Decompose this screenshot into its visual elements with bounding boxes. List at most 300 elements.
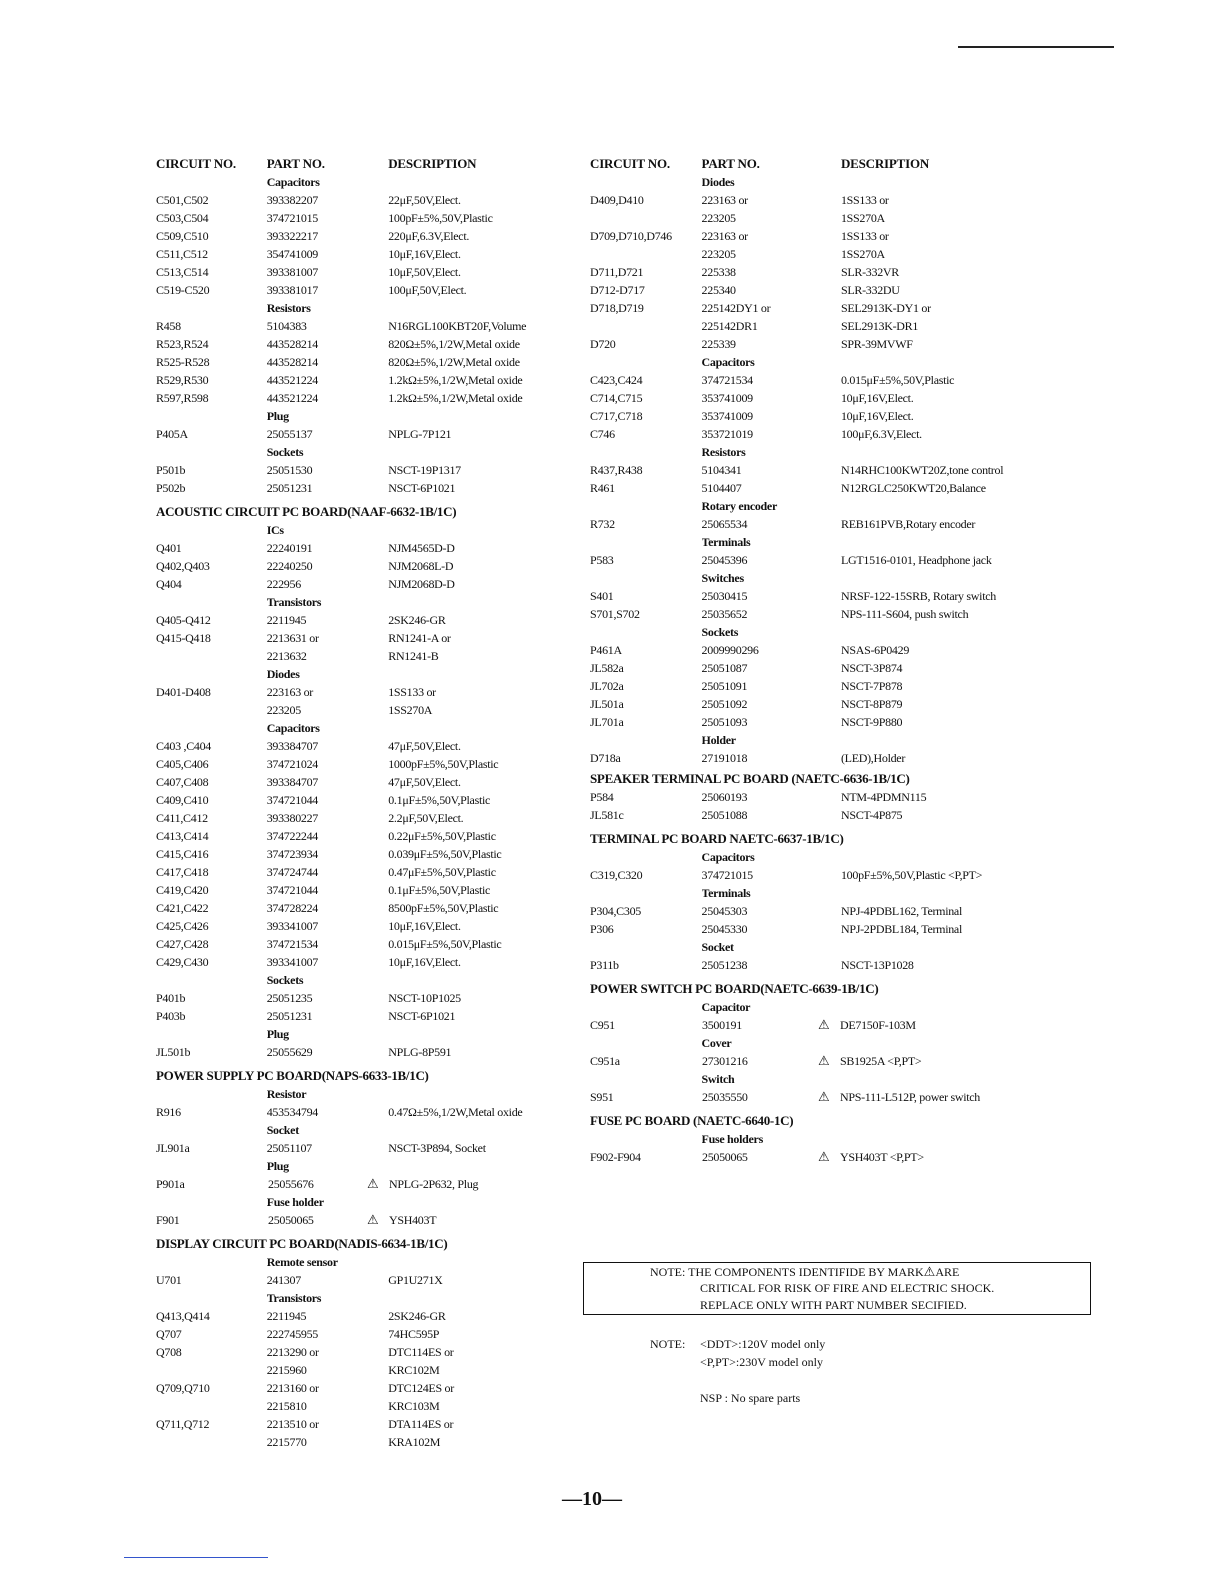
description: SLR-332VR: [840, 265, 899, 279]
warning-triangle-icon: ⚠: [923, 1264, 936, 1279]
part-row: [590, 335, 1080, 353]
description: 820Ω±5%,1/2W,Metal oxide: [388, 355, 520, 369]
circuit-no: P306: [590, 922, 614, 936]
circuit-no: C503,C504: [156, 211, 209, 225]
left-parts-column: [156, 155, 576, 1451]
part-row: [156, 845, 576, 863]
part-no: 443528214: [266, 337, 318, 351]
circuit-no: JL501b: [156, 1045, 191, 1059]
circuit-no: Q404: [156, 577, 182, 591]
circuit-no: P502b: [156, 481, 186, 495]
part-row: [156, 425, 576, 443]
description: 10μF,16V,Elect.: [388, 247, 461, 261]
category-row: [590, 731, 1080, 749]
part-no: 2213632: [266, 649, 307, 663]
part-row: [590, 1148, 1080, 1166]
part-no: 2213290 or: [266, 1345, 319, 1359]
description-cell: [818, 1052, 1058, 1070]
description-cell: [841, 533, 1080, 551]
part-row: [156, 1433, 576, 1451]
part-no: 2213160 or: [266, 1381, 319, 1395]
part-no: 25035652: [701, 607, 748, 621]
description-cell: [841, 425, 1080, 443]
description-cell: [388, 917, 576, 935]
critical-note-line-1b: ARE: [935, 1265, 960, 1279]
category-label: Cover: [701, 1036, 732, 1050]
circuit-no: [156, 1157, 267, 1175]
part-row: [590, 1016, 1080, 1034]
description: 1SS133 or: [840, 193, 889, 207]
part-no: 2215810: [266, 1399, 307, 1413]
description: RN1241-B: [388, 649, 439, 663]
circuit-no: P501b: [156, 463, 186, 477]
circuit-no: C319,C320: [590, 868, 643, 882]
description-cell: [388, 1379, 576, 1397]
right-parts-column: [590, 155, 1080, 1166]
description-cell: [388, 971, 576, 989]
circuit-no: C509,C510: [156, 229, 209, 243]
description-cell: [388, 863, 576, 881]
part-no: 225338: [701, 265, 736, 279]
description: 0.039μF±5%,50V,Plastic: [388, 847, 502, 861]
description-cell: [388, 389, 576, 407]
circuit-no: C411,C412: [156, 811, 208, 825]
circuit-no: C717,C718: [590, 409, 643, 423]
board-section-title: ACOUSTIC CIRCUIT PC BOARD(NAAF-6632-1B/1C): [156, 504, 457, 519]
circuit-no: P403b: [156, 1009, 186, 1023]
part-row: [590, 641, 1080, 659]
circuit-no: [156, 1085, 267, 1103]
description-cell: [388, 611, 576, 629]
description-cell: [388, 1007, 576, 1025]
circuit-no: [156, 1193, 267, 1211]
description-cell: [841, 245, 1080, 263]
description: 0.015μF±5%,50V,Plastic: [388, 937, 502, 951]
category-label: Terminals: [701, 886, 751, 900]
part-row: [590, 227, 1080, 245]
description: DTC114ES or: [388, 1345, 454, 1359]
description-cell: [841, 788, 1080, 806]
circuit-no: JL581c: [590, 808, 624, 822]
part-row: [156, 755, 576, 773]
description-cell: [841, 587, 1080, 605]
description: 1SS133 or: [388, 685, 436, 699]
circuit-no: [590, 569, 702, 587]
part-no: 393381017: [266, 283, 318, 297]
part-no: 222745955: [266, 1327, 318, 1341]
part-no: 225340: [701, 283, 736, 297]
part-row: [156, 335, 576, 353]
part-no: 2213631 or: [266, 631, 319, 645]
part-no: 25051087: [701, 661, 748, 675]
warning-triangle-icon: ⚠: [818, 1089, 830, 1104]
description: 0.47μF±5%,50V,Plastic: [388, 865, 496, 879]
description: NSCT-19P1317: [388, 463, 461, 477]
category-row: [156, 593, 576, 611]
description-cell: [388, 425, 576, 443]
description: 2SK246-GR: [388, 613, 446, 627]
part-no: 25055629: [266, 1045, 313, 1059]
description: 220μF,6.3V,Elect.: [388, 229, 470, 243]
board-section-title: POWER SWITCH PC BOARD(NAETC-6639-1B/1C): [590, 981, 879, 996]
circuit-no: C415,C416: [156, 847, 209, 861]
circuit-no: [156, 443, 267, 461]
part-no: 5104341: [701, 463, 742, 477]
description: 1.2kΩ±5%,1/2W,Metal oxide: [388, 373, 523, 387]
warning-triangle-icon: ⚠: [818, 1017, 830, 1032]
category-row: [590, 1034, 1080, 1052]
circuit-no: [590, 731, 702, 749]
part-row: [590, 479, 1080, 497]
description: NJM2068L-D: [388, 559, 454, 573]
part-no: 25051238: [701, 958, 748, 972]
part-row: [156, 245, 576, 263]
description-cell: [388, 1139, 576, 1157]
description-cell: [841, 173, 1080, 191]
description: YSH403T: [389, 1213, 437, 1227]
description-cell: [388, 629, 576, 647]
description: 1.2kΩ±5%,1/2W,Metal oxide: [388, 391, 523, 405]
category-label: Socket: [266, 1123, 299, 1137]
circuit-no: [156, 1397, 267, 1415]
part-row: [156, 1343, 576, 1361]
part-no: 223163 or: [701, 193, 748, 207]
description-cell: [388, 683, 576, 701]
part-row: [156, 1325, 576, 1343]
circuit-no: P901a: [156, 1177, 185, 1191]
description-cell: [388, 443, 576, 461]
description: 100μF,50V,Elect.: [388, 283, 467, 297]
part-row: [156, 1211, 576, 1229]
part-row: [156, 371, 576, 389]
circuit-no: P584: [590, 790, 614, 804]
part-row: [156, 389, 576, 407]
circuit-no: C714,C715: [590, 391, 643, 405]
circuit-no: Q405-Q412: [156, 613, 211, 627]
category-label: Terminals: [701, 535, 751, 549]
description-cell: [388, 1193, 576, 1211]
description: 2.2μF,50V,Elect.: [388, 811, 464, 825]
part-no: 2215770: [266, 1435, 307, 1449]
description: NPS-111-L512P, power switch: [840, 1090, 981, 1104]
description-cell: [841, 353, 1080, 371]
board-section-title: FUSE PC BOARD (NAETC-6640-1C): [590, 1113, 794, 1128]
circuit-no: [590, 245, 702, 263]
description-cell: [841, 605, 1080, 623]
part-row: [156, 479, 576, 497]
description-cell: [841, 479, 1080, 497]
description-cell: [388, 1325, 576, 1343]
description: GP1U271X: [388, 1273, 443, 1287]
note-ppt: <P,PT>:230V model only: [700, 1355, 823, 1369]
description-cell: [388, 1361, 576, 1379]
description-cell: [841, 407, 1080, 425]
description-cell: [388, 1121, 576, 1139]
description: N16RGL100KBT20F,Volume: [388, 319, 527, 333]
part-row: [156, 1103, 576, 1121]
category-row: [156, 173, 576, 191]
description: 10μF,16V,Elect.: [388, 955, 461, 969]
description-cell: [841, 1130, 1080, 1148]
circuit-no: [156, 173, 267, 191]
category-row: [590, 173, 1080, 191]
description-header: DESCRIPTION: [840, 156, 930, 171]
category-label: Plug: [266, 1159, 289, 1173]
description-cell: [388, 647, 576, 665]
description: 100pF±5%,50V,Plastic: [388, 211, 493, 225]
description: NSCT-6P1021: [388, 481, 456, 495]
description-cell: [818, 1088, 1058, 1106]
part-no: 453534794: [266, 1105, 318, 1119]
description-cell: [841, 1034, 1080, 1052]
description-cell: [388, 1085, 576, 1103]
part-no: 25051092: [701, 697, 748, 711]
description-cell: [841, 551, 1080, 569]
part-row: [156, 1415, 576, 1433]
description-cell: [841, 569, 1080, 587]
description-cell: [841, 956, 1080, 974]
category-row: [590, 533, 1080, 551]
circuit-no: R529,R530: [156, 373, 209, 387]
circuit-no: [156, 299, 267, 317]
circuit-no: D720: [590, 337, 616, 351]
part-no: 223205: [701, 247, 736, 261]
note-nsp: NSP : No spare parts: [700, 1391, 801, 1405]
part-no: 25051231: [266, 481, 313, 495]
category-label: Plug: [266, 1027, 289, 1041]
circuit-no: Q711,Q712: [156, 1417, 210, 1431]
circuit-no: D401-D408: [156, 685, 211, 699]
part-row: [590, 515, 1080, 533]
circuit-no: R523,R524: [156, 337, 209, 351]
part-row: [156, 827, 576, 845]
description-cell: [841, 806, 1080, 824]
circuit-no: Q401: [156, 541, 182, 555]
description-cell: [841, 623, 1080, 641]
part-no: 25050065: [702, 1150, 748, 1164]
part-row: [590, 389, 1080, 407]
category-label: Capacitors: [701, 850, 755, 864]
category-label: Sockets: [266, 973, 304, 987]
part-no: 374721024: [266, 757, 318, 771]
category-label: Diodes: [701, 175, 735, 189]
page-number: —10—: [562, 1488, 622, 1510]
board-section-title: TERMINAL PC BOARD NAETC-6637-1B/1C): [590, 831, 844, 846]
bottom-rule: [124, 1557, 268, 1558]
description-cell: [388, 479, 576, 497]
description-cell: [841, 227, 1080, 245]
category-row: [156, 443, 576, 461]
description: 10μF,16V,Elect.: [840, 409, 914, 423]
description-cell: [388, 773, 576, 791]
description-cell: [388, 845, 576, 863]
part-row: [590, 920, 1080, 938]
circuit-no: [156, 407, 267, 425]
description: 8500pF±5%,50V,Plastic: [388, 901, 499, 915]
description-cell: [388, 935, 576, 953]
critical-components-note: [583, 1262, 1091, 1315]
circuit-no: [156, 1433, 267, 1451]
circuit-no: [156, 719, 267, 737]
part-row: [156, 917, 576, 935]
category-row: [590, 1070, 1080, 1088]
description-cell: [388, 1253, 576, 1271]
circuit-no: D712-D717: [590, 283, 645, 297]
circuit-no: R916: [156, 1105, 181, 1119]
circuit-no: R458: [156, 319, 181, 333]
part-row: [590, 245, 1080, 263]
circuit-no: JL501a: [590, 697, 624, 711]
description-cell: [388, 1157, 576, 1175]
description: NSCT-4P875: [840, 808, 903, 822]
part-no: 374723934: [266, 847, 318, 861]
category-row: [590, 938, 1080, 956]
description-cell: [841, 998, 1080, 1016]
circuit-no: R732: [590, 517, 615, 531]
circuit-no: C746: [590, 427, 615, 441]
circuit-no: C407,C408: [156, 775, 209, 789]
part-row: [590, 806, 1080, 824]
description: NPJ-4PDBL162, Terminal: [840, 904, 962, 918]
part-no: 353721019: [701, 427, 753, 441]
circuit-no: [156, 1289, 267, 1307]
part-row: [590, 659, 1080, 677]
description-cell: [841, 695, 1080, 713]
part-row: [590, 371, 1080, 389]
description-cell: [388, 701, 576, 719]
part-row: [156, 281, 576, 299]
description-cell: [841, 281, 1080, 299]
category-label: Capacitors: [266, 721, 320, 735]
description: 2SK246-GR: [388, 1309, 446, 1323]
description: 74HC595P: [388, 1327, 440, 1341]
description: 100μF,6.3V,Elect.: [840, 427, 922, 441]
circuit-no: [156, 647, 267, 665]
circuit-no: F901: [156, 1213, 180, 1227]
part-row: [590, 587, 1080, 605]
description-cell: [388, 281, 576, 299]
circuit-no: JL582a: [590, 661, 624, 675]
description: SPR-39MVWF: [840, 337, 913, 351]
circuit-no: S401: [590, 589, 614, 603]
part-row: [590, 866, 1080, 884]
circuit-no: C421,C422: [156, 901, 209, 915]
part-row: [590, 713, 1080, 731]
description-cell: [841, 497, 1080, 515]
part-row: [156, 539, 576, 557]
description-cell: [388, 209, 576, 227]
description: LGT1516-0101, Headphone jack: [840, 553, 992, 567]
part-row: [156, 191, 576, 209]
part-no: 25051093: [701, 715, 748, 729]
part-no: 393381007: [266, 265, 318, 279]
circuit-no: P311b: [590, 958, 619, 972]
description-cell: [388, 1043, 576, 1061]
part-row: [156, 683, 576, 701]
part-no: 27301216: [702, 1054, 748, 1068]
description-cell: [388, 407, 576, 425]
circuit-no: C513,C514: [156, 265, 209, 279]
board-section-title: DISPLAY CIRCUIT PC BOARD(NADIS-6634-1B/1C): [156, 1236, 448, 1251]
part-row: [590, 1088, 1080, 1106]
part-no: 374722244: [266, 829, 318, 843]
category-label: Fuse holder: [266, 1195, 324, 1209]
description-cell: [841, 677, 1080, 695]
part-no: 2211945: [266, 1309, 307, 1323]
category-row: [156, 1193, 576, 1211]
description-cell: [388, 719, 576, 737]
part-row: [590, 191, 1080, 209]
part-row: [156, 647, 576, 665]
part-no: 393384707: [266, 775, 318, 789]
circuit-no: C423,C424: [590, 373, 643, 387]
circuit-no: [156, 665, 267, 683]
part-row: [590, 299, 1080, 317]
category-label: Transistors: [266, 595, 322, 609]
part-row: [590, 407, 1080, 425]
part-row: [590, 749, 1080, 767]
part-no: 25065534: [701, 517, 748, 531]
part-row: [156, 773, 576, 791]
description-cell: [841, 731, 1080, 749]
category-label: Socket: [701, 940, 734, 954]
description: RN1241-A or: [388, 631, 451, 645]
category-label: Capacitor: [701, 1000, 751, 1014]
description-cell: [841, 299, 1080, 317]
category-row: [156, 1025, 576, 1043]
description: 100pF±5%,50V,Plastic <P,PT>: [840, 868, 983, 882]
circuit-no-header: CIRCUIT NO.: [590, 156, 670, 171]
description-cell: [388, 227, 576, 245]
part-no: 25030415: [701, 589, 748, 603]
category-row: [156, 1253, 576, 1271]
circuit-no: [590, 173, 702, 191]
part-no: 374724744: [266, 865, 318, 879]
category-label: Switch: [701, 1072, 735, 1086]
description: DTC124ES or: [388, 1381, 454, 1395]
part-no: 3500191: [702, 1018, 742, 1032]
circuit-no: [590, 1034, 702, 1052]
description: 0.1μF±5%,50V,Plastic: [388, 793, 491, 807]
part-no: 25051231: [266, 1009, 313, 1023]
part-no: 354741009: [266, 247, 318, 261]
description-cell: [388, 665, 576, 683]
description-cell: [388, 827, 576, 845]
circuit-no: [590, 848, 702, 866]
left-rows: [156, 173, 576, 1451]
part-no: 374721044: [266, 883, 318, 897]
right-header-row: [590, 155, 1080, 173]
circuit-no: Q708: [156, 1345, 182, 1359]
description-cell: [388, 557, 576, 575]
description-cell: [388, 1271, 576, 1289]
part-no: 374728224: [266, 901, 318, 915]
category-label: Sockets: [266, 445, 304, 459]
circuit-no: P401b: [156, 991, 186, 1005]
part-no: 22240250: [266, 559, 313, 573]
description: 0.47Ω±5%,1/2W,Metal oxide: [388, 1105, 523, 1119]
top-rule: [958, 46, 1114, 48]
part-row: [156, 899, 576, 917]
description: NJM4565D-D: [388, 541, 455, 555]
circuit-no: R525-R528: [156, 355, 210, 369]
description: NSCT-13P1028: [840, 958, 914, 972]
part-row: [156, 1271, 576, 1289]
part-no: 5104383: [266, 319, 307, 333]
description: SEL2913K-DY1 or: [840, 301, 931, 315]
part-no: 223163 or: [266, 685, 313, 699]
description-cell: [841, 884, 1080, 902]
